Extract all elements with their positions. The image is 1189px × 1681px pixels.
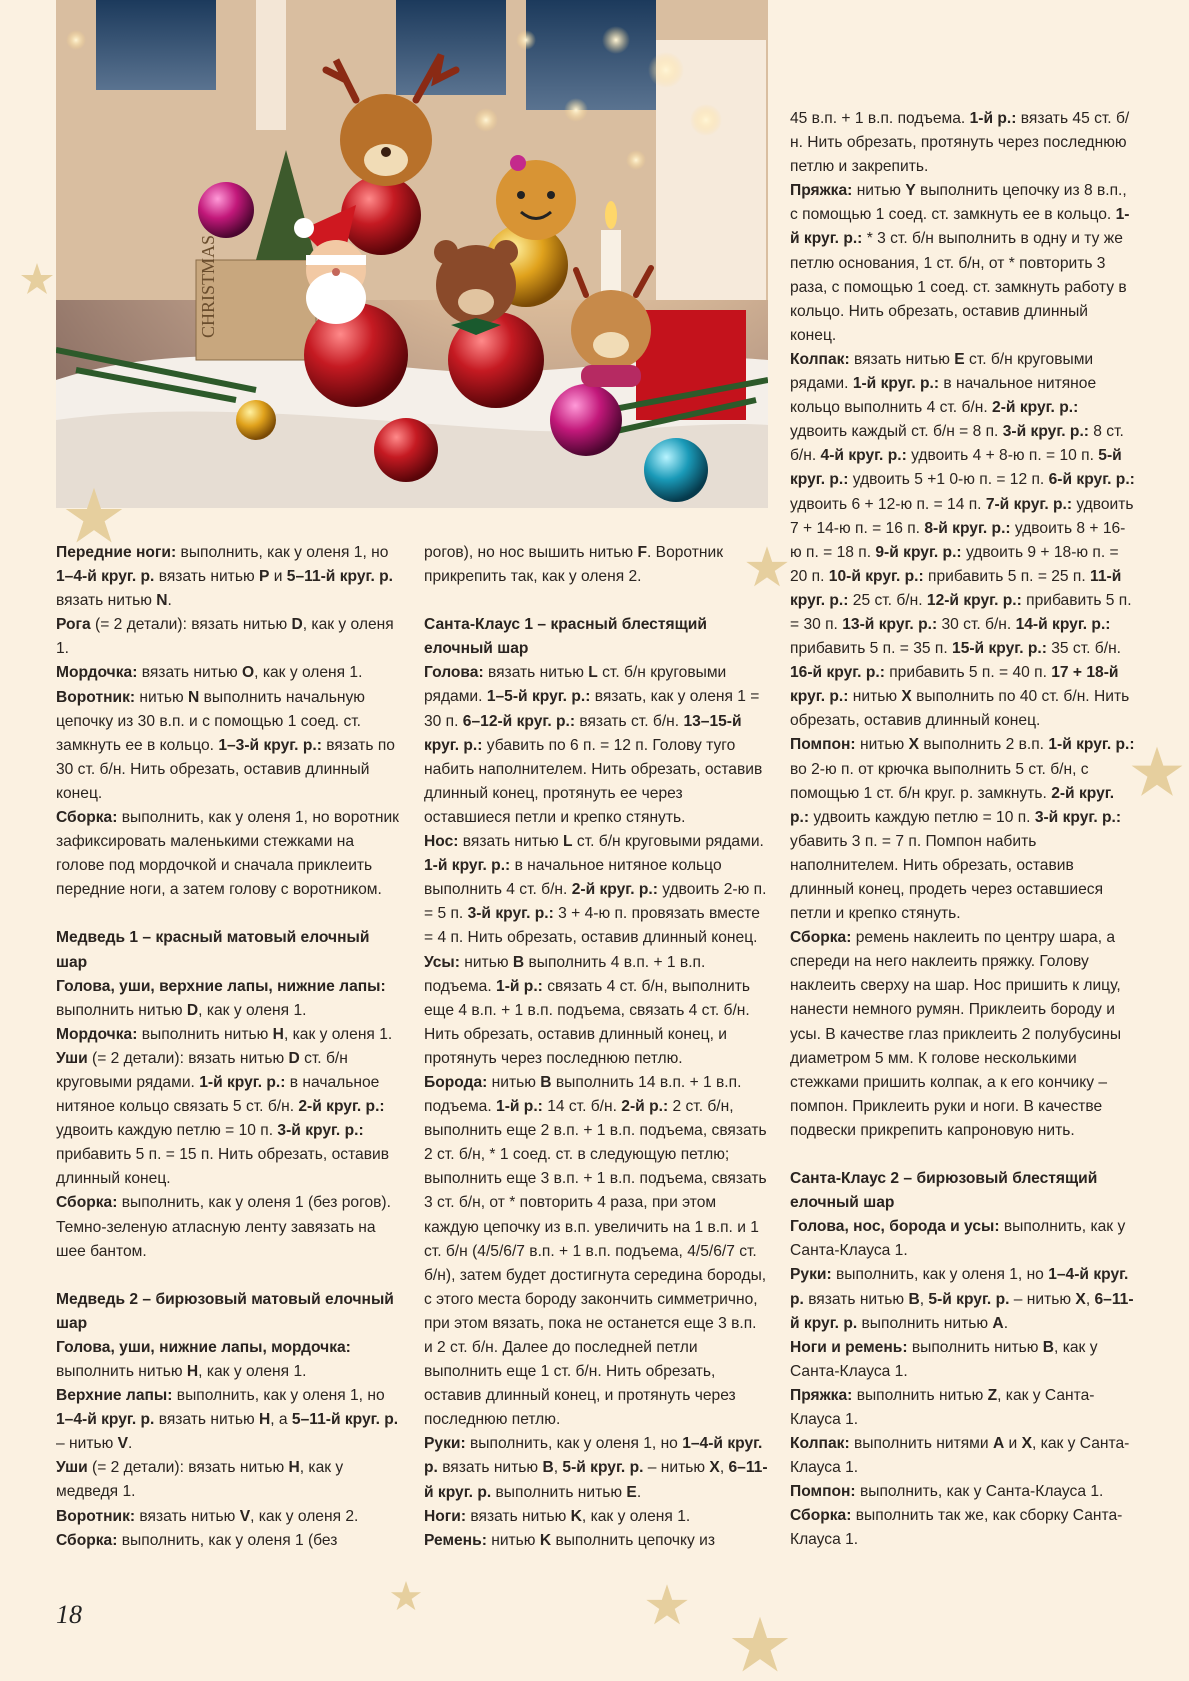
text-run: выполнить нитью bbox=[56, 1001, 187, 1019]
bold-term: 1–4-й круг. р. bbox=[56, 568, 155, 586]
text-run: выполнить цепочку из bbox=[551, 1531, 716, 1549]
star-icon bbox=[645, 1583, 689, 1627]
text-run: выполнить так же, как сборку Санта-Клауса 1. bbox=[790, 1507, 1123, 1549]
paragraph-gap bbox=[790, 1143, 1135, 1167]
instruction-paragraph bbox=[424, 951, 769, 1071]
text-run: удвоить 6 + 12-ю п. = 14 п. bbox=[790, 495, 986, 513]
bold-term: 4-й круг. р.: bbox=[820, 447, 907, 465]
bold-term: 6–12-й круг. р.: bbox=[462, 712, 576, 730]
bold-term: 5-й круг. р. bbox=[562, 1459, 644, 1477]
star-icon bbox=[745, 545, 789, 589]
bold-term: E bbox=[954, 350, 965, 368]
text-run: в начальное нитяное кольцо выполнить 4 ст. б/н. bbox=[790, 375, 1097, 417]
bold-term: 9-й круг. р.: bbox=[875, 543, 962, 561]
bold-term: Ноги: bbox=[424, 1507, 467, 1525]
bold-term: 3-й круг. р.: bbox=[1034, 808, 1122, 826]
instruction-paragraph bbox=[790, 107, 1135, 179]
page-number: 18 bbox=[56, 1600, 82, 1629]
text-run: вязать нитью bbox=[437, 1459, 543, 1477]
bold-term: Помпон: bbox=[790, 736, 856, 754]
text-run: , как у оленя 1. bbox=[198, 1363, 307, 1380]
bold-term: L bbox=[563, 833, 573, 851]
bold-term: D bbox=[288, 1049, 300, 1067]
text-run: прибавить 5 п. = 40 п. bbox=[884, 664, 1052, 682]
bold-term: 2-й р.: bbox=[621, 1098, 669, 1116]
text-run: вязать по 30 ст. б/н. Нить обрезать, оставив длинный конец. bbox=[56, 736, 395, 802]
section-heading: Санта-Клаус 2 – бирюзовый блестящий елочный шар bbox=[790, 1170, 1098, 1212]
bold-term: K bbox=[570, 1507, 582, 1525]
text-run: . bbox=[167, 592, 172, 610]
bold-term: A bbox=[992, 1435, 1005, 1453]
instruction-paragraph bbox=[56, 1191, 401, 1263]
bold-term: B bbox=[542, 1459, 554, 1477]
text-run: , как у оленя 1. bbox=[198, 1001, 307, 1019]
text-run: . Воротник прикрепить так, как у оленя 2. bbox=[424, 544, 724, 586]
text-run: вязать нитью bbox=[466, 1507, 571, 1525]
text-run: нитью bbox=[848, 688, 902, 706]
text-run: вязать нитью bbox=[135, 1507, 240, 1525]
text-run: 30 ст. б/н. bbox=[937, 615, 1016, 633]
bold-term: Верхние лапы: bbox=[56, 1387, 173, 1405]
bold-term: 11-й круг. р.: bbox=[790, 567, 1122, 609]
text-run: , bbox=[719, 1459, 729, 1477]
text-run: , как у Санта-Клауса 1. bbox=[790, 1386, 1095, 1428]
bold-term: Ноги и ремень: bbox=[790, 1338, 908, 1356]
bold-term: H bbox=[186, 1363, 199, 1380]
text-run: и bbox=[1004, 1435, 1022, 1453]
instruction-paragraph bbox=[790, 348, 1135, 734]
text-run: – нитью bbox=[643, 1459, 710, 1477]
text-run: выполнить нитью bbox=[491, 1483, 627, 1501]
text-run: выполнить нитью bbox=[852, 1386, 988, 1404]
text-run: выполнить цепочку из 8 в.п., с помощью 1 соед. ст. замкнуть ее в кольцо. bbox=[790, 182, 1127, 224]
text-run: , а bbox=[270, 1411, 292, 1429]
bold-term: B bbox=[540, 1073, 552, 1091]
instruction-paragraph bbox=[56, 1023, 401, 1047]
text-run: выполнить нитью bbox=[137, 1025, 273, 1043]
text-run: . bbox=[128, 1435, 133, 1453]
bold-term: P bbox=[258, 568, 270, 586]
text-run: , как у оленя 1. bbox=[56, 616, 394, 658]
bold-term: Голова, нос, борода и усы: bbox=[790, 1218, 1000, 1236]
bold-term: X bbox=[908, 736, 919, 754]
text-run: выполнить, как у оленя 1, но воротник зафиксировать маленькими стежками на голове под мордочкой и сначала приклеить передние ноги, а затем голову с воротником. bbox=[56, 809, 400, 899]
bold-term: Колпак: bbox=[790, 1435, 850, 1453]
bold-term: 13-й круг. р.: bbox=[842, 615, 938, 633]
bold-term: Уши bbox=[56, 1459, 88, 1477]
text-run: нитью bbox=[135, 688, 189, 706]
text-run: выполнить 2 в.п. bbox=[918, 736, 1049, 754]
instruction-paragraph bbox=[56, 541, 401, 613]
bold-term: Ремень: bbox=[424, 1531, 487, 1549]
text-run: вязать, как у оленя 1 = 30 п. bbox=[424, 688, 760, 730]
bold-term: L bbox=[588, 664, 598, 682]
instruction-paragraph bbox=[424, 1505, 769, 1529]
bold-term: H bbox=[288, 1459, 300, 1477]
instruction-paragraph bbox=[790, 1263, 1135, 1335]
text-run: – нитью bbox=[56, 1435, 118, 1453]
instruction-paragraph bbox=[424, 830, 769, 950]
bold-term: 1-й р.: bbox=[969, 110, 1017, 127]
bold-term: 5–11-й круг. р. bbox=[286, 568, 393, 586]
text-run: 14 ст. б/н. bbox=[542, 1098, 622, 1116]
instruction-paragraph bbox=[790, 1480, 1135, 1504]
bold-term: Уши bbox=[56, 1049, 88, 1067]
bold-term: 2-й круг. р.: bbox=[298, 1098, 385, 1116]
text-run: вязать нитью bbox=[56, 592, 157, 610]
bold-term: 2-й круг. р.: bbox=[571, 881, 658, 899]
bold-term: Передние ноги: bbox=[56, 544, 177, 561]
text-run: (= 2 детали): вязать нитью bbox=[87, 1459, 289, 1477]
bold-term: 1-й круг. р.: bbox=[424, 857, 511, 875]
bold-term: Сборка: bbox=[56, 1194, 118, 1212]
christmas-toys-illustration bbox=[56, 0, 768, 508]
bold-term: Голова, уши, нижние лапы, мордочка: bbox=[56, 1338, 351, 1356]
text-run: (= 2 детали): вязать нитью bbox=[90, 616, 292, 634]
instruction-paragraph bbox=[56, 1336, 401, 1384]
text-run: нитью bbox=[852, 182, 906, 200]
bold-term: N bbox=[188, 688, 200, 706]
text-run: нитью bbox=[486, 1531, 540, 1549]
instruction-paragraph bbox=[790, 1384, 1135, 1432]
bold-term: Борода: bbox=[424, 1073, 488, 1091]
bold-term: 1-й круг. р.: bbox=[199, 1073, 286, 1091]
text-run: выполнить нитями bbox=[849, 1435, 993, 1453]
bold-term: 7-й круг. р.: bbox=[985, 495, 1073, 513]
text-run: ст. б/н круговыми рядами. bbox=[424, 664, 727, 706]
text-run: убавить по 6 п. = 12 п. Голову туго набить наполнителем. Нить обрезать, оставив длинный конец, протянуть ее через оставшиеся петли и крепко стянуть. bbox=[424, 736, 763, 826]
bold-term: 8-й круг. р.: bbox=[924, 519, 1011, 537]
text-run: , как у оленя 1. bbox=[254, 664, 363, 682]
bold-term: Z bbox=[987, 1386, 998, 1404]
bold-term: Воротник: bbox=[56, 1507, 136, 1525]
text-run: 2 ст. б/н, выполнить еще 2 в.п. + 1 в.п. подъема, связать 2 ст. б/н, * 1 соед. ст. в следующую петлю; выполнить еще 3 в.п. + 1 в.п. подъема, связать 3 ст. б/н, от * повторить 4 раза, при этом каждую цепочку из в.п. увеличить на 1 в.п. и 1 ст. б/н (4/5/6/7 в.п. + 1 в.п. подъема, 4/5/6/7 ст. б/н), затем будет достигнута середина бороды, с этого места бороду закончить симметрично, при этом вязать, пока не останется еще 3 в.п. и 2 ст. б/н. Далее до последней петли выполнить еще 1 ст. б/н. Нить обрезать, оставив длинный конец, и протянуть через последнюю петлю. bbox=[424, 1098, 767, 1429]
bold-term: 6–11-й круг. р. bbox=[424, 1459, 768, 1501]
text-run: 3 + 4-ю п. провязать вместе = 4 п. Нить обрезать, оставив длинный конец. bbox=[424, 905, 760, 947]
bold-term: 2-й круг. р.: bbox=[992, 399, 1079, 417]
bold-term: 1–4-й круг. р. bbox=[424, 1435, 763, 1477]
text-run: * 3 ст. б/н выполнить в одну и ту же петлю основания, 1 ст. б/н, от * повторить 3 раза, с помощью 1 соед. ст. замкнуть работу в кольцо. Нить обрезать, оставив длинный конец. bbox=[790, 230, 1127, 344]
text-run: , как у Санта-Клауса 1. bbox=[790, 1338, 1098, 1380]
bold-term: 1-й круг. р.: bbox=[1048, 736, 1135, 754]
star-icon bbox=[1130, 745, 1184, 799]
text-run: нитью bbox=[459, 953, 513, 971]
text-run: выполнить, как у Санта-Клауса 1. bbox=[855, 1483, 1104, 1501]
text-run: выполнить нитью bbox=[907, 1338, 1043, 1356]
bold-term: X bbox=[901, 688, 912, 706]
text-run: 25 ст. б/н. bbox=[848, 591, 927, 609]
bold-term: Пряжка: bbox=[790, 1386, 853, 1404]
text-run: прибавить 5 п. = 30 п. bbox=[790, 591, 1132, 633]
text-run: в начальное нитяное кольцо выполнить 4 ст. б/н. bbox=[424, 857, 722, 899]
paragraph-gap bbox=[424, 589, 769, 613]
bold-term: B bbox=[512, 953, 525, 971]
bold-term: 14-й круг. р.: bbox=[1015, 615, 1111, 633]
instruction-paragraph bbox=[790, 733, 1135, 926]
bold-term: Сборка: bbox=[56, 809, 118, 827]
bold-term: F bbox=[637, 544, 647, 561]
bold-term: H bbox=[272, 1025, 284, 1043]
instruction-paragraph bbox=[424, 661, 769, 830]
instruction-paragraph bbox=[790, 179, 1135, 348]
bold-term: 1-й круг. р.: bbox=[790, 206, 1130, 248]
text-run: , как у медведя 1. bbox=[56, 1459, 344, 1501]
text-run: удвоить каждую петлю = 10 п. bbox=[809, 808, 1035, 826]
bold-term: N bbox=[156, 592, 168, 610]
text-run: удвоить 8 + 16-ю п. = 18 п. bbox=[790, 519, 1126, 561]
bold-term: D bbox=[186, 1001, 199, 1019]
bold-term: 1–3-й круг. р.: bbox=[218, 736, 322, 754]
text-run: ст. б/н круговыми рядами. bbox=[572, 833, 764, 851]
text-run: , bbox=[919, 1290, 929, 1308]
bold-term: Y bbox=[905, 182, 916, 200]
instruction-paragraph bbox=[790, 926, 1135, 1143]
instruction-paragraph bbox=[790, 1432, 1135, 1480]
text-run: 45 в.п. + 1 в.п. подъема. bbox=[790, 110, 970, 127]
text-run: , как у оленя 1. bbox=[581, 1507, 691, 1525]
bold-term: D bbox=[291, 616, 303, 634]
text-run: , как у Санта-Клауса 1. bbox=[790, 1435, 1130, 1477]
bold-term: Руки: bbox=[424, 1435, 466, 1453]
bold-term: O bbox=[242, 664, 255, 682]
bold-term: 6-й круг. р.: bbox=[1048, 471, 1135, 489]
instruction-paragraph bbox=[56, 1384, 401, 1456]
bold-term: V bbox=[117, 1435, 129, 1453]
text-run: удвоить 7 + 14-ю п. = 16 п. bbox=[790, 495, 1134, 537]
bold-term: 10-й круг. р.: bbox=[828, 567, 924, 585]
text-run: нитью bbox=[487, 1073, 541, 1091]
bold-term: H bbox=[258, 1411, 271, 1429]
text-run: удвоить каждую петлю = 10 п. bbox=[56, 1122, 278, 1140]
text-run: , bbox=[553, 1459, 563, 1477]
text-run: выполнить, как у оленя 1, но bbox=[176, 544, 389, 561]
bold-term: B bbox=[908, 1290, 920, 1308]
text-run: прибавить 5 п. = 35 п. bbox=[790, 640, 953, 658]
bold-term: Голова, уши, верхние лапы, нижние лапы: bbox=[56, 977, 386, 995]
text-run: вязать нитью bbox=[154, 568, 259, 586]
bold-term: X bbox=[1021, 1435, 1033, 1453]
instruction-paragraph bbox=[424, 1529, 769, 1553]
bold-term: 6–11-й круг. р. bbox=[790, 1290, 1134, 1332]
bold-term: 13–15-й круг. р.: bbox=[424, 712, 742, 754]
bold-term: 1–4-й круг. р. bbox=[56, 1411, 155, 1429]
text-run: выполнить, как у оленя 1, но bbox=[172, 1387, 385, 1405]
bold-term: 1-й р.: bbox=[496, 977, 543, 995]
bold-term: Руки: bbox=[790, 1266, 832, 1284]
instruction-paragraph bbox=[424, 1071, 769, 1432]
paragraph-gap bbox=[56, 1264, 401, 1288]
text-run: – нитью bbox=[1009, 1290, 1076, 1308]
instruction-paragraph bbox=[790, 1215, 1135, 1263]
text-run: выполнить, как у оленя 1 (без рогов). Темно-зеленую атласную ленту завязать на шее бантом. bbox=[56, 1194, 391, 1260]
text-run: , как у оленя 1. bbox=[283, 1025, 393, 1043]
instruction-paragraph bbox=[56, 613, 401, 661]
bold-term: 17 + 18-й круг. р.: bbox=[790, 664, 1119, 706]
instruction-paragraph bbox=[790, 1336, 1135, 1384]
text-run: выполнить, как у оленя 1, но bbox=[831, 1266, 1049, 1284]
text-run: в начальное нитяное кольцо связать 5 ст. б/н. bbox=[56, 1073, 380, 1116]
section-heading: Медведь 1 – красный матовый елочный шар bbox=[56, 929, 370, 971]
text-run: вязать нитью bbox=[458, 833, 564, 851]
bold-term: 3-й круг. р.: bbox=[277, 1122, 364, 1140]
bold-term: Воротник: bbox=[56, 688, 136, 706]
bold-term: Сборка: bbox=[790, 1507, 852, 1525]
bold-term: Колпак: bbox=[790, 350, 850, 368]
instruction-paragraph bbox=[56, 1456, 401, 1504]
instruction-paragraph bbox=[56, 806, 401, 902]
instruction-paragraph bbox=[56, 686, 401, 806]
text-run: выполнить нитью bbox=[857, 1314, 993, 1332]
text-run: выполнить, как у Санта-Клауса 1. bbox=[790, 1218, 1126, 1260]
text-run: выполнить 4 в.п. + 1 в.п. подъема. bbox=[424, 953, 706, 995]
bold-term: E bbox=[626, 1483, 637, 1501]
bold-term: X bbox=[1075, 1290, 1086, 1308]
text-run: , bbox=[1085, 1290, 1095, 1308]
bold-term: 12-й круг. р.: bbox=[926, 591, 1022, 609]
text-run: вязать 45 ст. б/н. Нить обрезать, протянуть через последнюю петлю и закрепить. bbox=[790, 110, 1130, 176]
column-2 bbox=[424, 541, 769, 1553]
instruction-paragraph bbox=[424, 541, 769, 589]
bold-term: 5-й круг. р. bbox=[928, 1290, 1010, 1308]
star-icon bbox=[64, 486, 124, 546]
text-run: вязать нитью bbox=[154, 1411, 259, 1429]
star-icon bbox=[390, 1580, 422, 1612]
text-run: вязать ст. б/н. bbox=[575, 712, 684, 730]
text-run: , как у оленя 2. bbox=[250, 1507, 359, 1525]
text-run: рогов), но нос вышить нитью bbox=[424, 544, 638, 561]
bold-term: 1–5-й круг. р.: bbox=[486, 688, 591, 706]
text-run: вязать нитью bbox=[137, 664, 243, 682]
bold-term: B bbox=[1042, 1338, 1055, 1356]
text-run: выполнить, как у оленя 1, но bbox=[465, 1435, 683, 1453]
text-run: вязать нитью bbox=[849, 350, 955, 368]
text-run: (= 2 детали): вязать нитью bbox=[87, 1049, 289, 1067]
column-1 bbox=[56, 541, 401, 1553]
bold-term: 1-й р.: bbox=[496, 1098, 543, 1116]
text-run: ремень наклеить по центру шара, а спереди на него наклеить пряжку. Голову наклеить сверху на шар. Нос пришить к лицу, нанести немного румян. Приклеить бороду и усы. В качестве глаз приклеить 2 полубусины диаметром 5 мм. К голове несколькими стежками пришить колпак, а к его кончику – помпон. Приклеить руки и ноги. В качестве подвески прикрепить капроновую нить. bbox=[790, 929, 1122, 1139]
bold-term: A bbox=[992, 1314, 1004, 1332]
text-run: . bbox=[1003, 1314, 1009, 1332]
text-run: и bbox=[269, 568, 287, 586]
bold-term: 5-й круг. р.: bbox=[790, 447, 1122, 489]
bold-term: K bbox=[539, 1531, 552, 1549]
bold-term: 1–4-й круг. р. bbox=[790, 1266, 1129, 1308]
text-run: удвоить 5 +1 0-ю п. = 12 п. bbox=[848, 471, 1049, 489]
bold-term: V bbox=[239, 1507, 251, 1525]
bold-term: Помпон: bbox=[790, 1483, 856, 1501]
gift-box-text: CHRISTMAS bbox=[198, 234, 218, 338]
text-run: убавить 3 п. = 7 п. Помпон набить наполнителем. Нить обрезать, оставив длинный конец, продеть через оставшиеся петли и крепко стянуть. bbox=[790, 832, 1104, 923]
section-heading: Медведь 2 – бирюзовый матовый елочный шар bbox=[56, 1290, 394, 1332]
instruction-paragraph bbox=[56, 1505, 401, 1529]
bold-term: X bbox=[709, 1459, 720, 1477]
star-icon bbox=[730, 1615, 790, 1675]
bold-term: Мордочка: bbox=[56, 664, 138, 682]
text-run: удвоить 9 + 18-ю п. = 20 п. bbox=[790, 543, 1119, 585]
bold-term: 1-й круг. р.: bbox=[852, 375, 940, 393]
bold-term: Голова: bbox=[424, 664, 484, 682]
instruction-paragraph bbox=[56, 661, 401, 685]
text-run: во 2-ю п. от крючка выполнить 5 ст. б/н, с помощью 1 ст. б/н круг. р. замкнуть. bbox=[790, 760, 1089, 802]
text-run: вязать нитью bbox=[483, 664, 589, 682]
text-run: удвоить 2-ю п. = 5 п. bbox=[424, 881, 767, 923]
text-run: ст. б/н круговыми рядами. bbox=[56, 1049, 348, 1091]
instruction-paragraph bbox=[424, 1432, 769, 1504]
instruction-paragraph bbox=[56, 1047, 401, 1192]
bold-term: Усы: bbox=[424, 953, 460, 971]
hero-photo bbox=[56, 0, 768, 508]
text-run: прибавить 5 п. = 25 п. bbox=[923, 567, 1091, 585]
text-run: выполнить нитью bbox=[56, 1363, 187, 1380]
bold-term: 3-й круг. р.: bbox=[467, 905, 554, 923]
paragraph-gap bbox=[56, 902, 401, 926]
bold-term: 2-й круг. р.: bbox=[790, 784, 1115, 826]
text-run: 8 ст. б/н. bbox=[790, 423, 1124, 465]
instruction-paragraph bbox=[56, 975, 401, 1023]
text-run: нитью bbox=[855, 736, 909, 754]
text-run: прибавить 5 п. = 15 п. Нить обрезать, оставив длинный конец. bbox=[56, 1146, 389, 1188]
bold-term: 16-й круг. р.: bbox=[790, 664, 885, 682]
column-3 bbox=[790, 107, 1135, 1553]
instruction-paragraph bbox=[56, 1529, 401, 1553]
bold-term: 15-й круг. р.: bbox=[952, 640, 1047, 658]
text-run: . bbox=[636, 1483, 642, 1501]
bold-term: Сборка: bbox=[56, 1531, 118, 1549]
text-run: 35 ст. б/н. bbox=[1046, 640, 1122, 658]
bold-term: Нос: bbox=[424, 833, 459, 851]
text-run: выполнить по 40 ст. б/н. Нить обрезать, оставив длинный конец. bbox=[790, 688, 1130, 730]
bold-term: 3-й круг. р.: bbox=[1002, 423, 1089, 441]
bold-term: 5–11-й круг. р. bbox=[291, 1411, 399, 1429]
text-run: вязать нитью bbox=[803, 1290, 909, 1308]
bold-term: Пряжка: bbox=[790, 182, 853, 200]
text-run: выполнить, как у оленя 1 (без bbox=[117, 1531, 338, 1549]
text-run: выполнить 14 в.п. + 1 в.п. подъема. bbox=[424, 1073, 742, 1116]
text-run: удвоить каждый ст. б/н = 8 п. bbox=[790, 423, 1003, 441]
text-run: ст. б/н круговыми рядами. bbox=[790, 350, 1094, 393]
instruction-paragraph bbox=[790, 1504, 1135, 1552]
text-run: выполнить начальную цепочку из 30 в.п. и с помощью 1 соед. ст. замкнуть ее в кольцо. bbox=[56, 688, 365, 754]
text-run: удвоить 4 + 8-ю п. = 10 п. bbox=[906, 447, 1099, 465]
bold-term: Сборка: bbox=[790, 929, 852, 947]
bold-term: Рога bbox=[56, 616, 91, 634]
text-run: связать 4 ст. б/н, выполнить еще 4 в.п. + 1 в.п. подъема, связать 4 ст. б/н. Нить обрезать, оставив длинный конец, и протянуть через последнюю петлю. bbox=[424, 977, 750, 1067]
star-icon bbox=[20, 262, 54, 296]
bold-term: Мордочка: bbox=[56, 1025, 138, 1043]
section-heading: Санта-Клаус 1 – красный блестящий елочный шар bbox=[424, 616, 707, 658]
